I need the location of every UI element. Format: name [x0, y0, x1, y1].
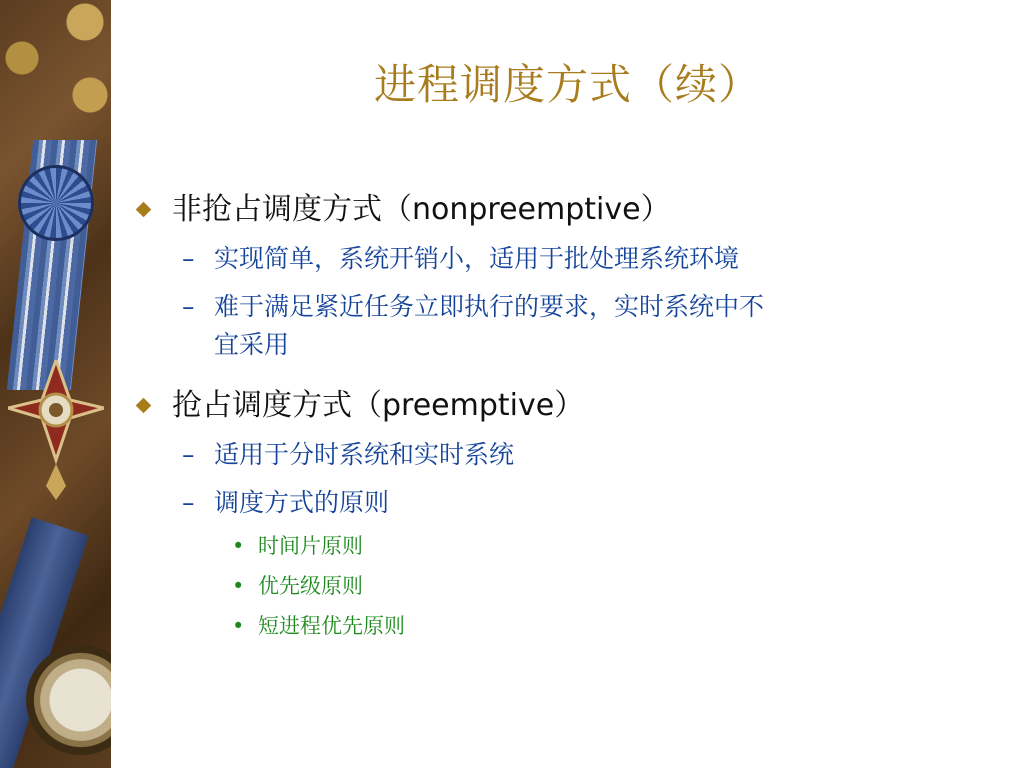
- section-heading-nonpreemptive: [134, 186, 994, 234]
- sub-list-item-text: 时间片原则: [258, 534, 363, 558]
- section-heading-preemptive: [134, 382, 994, 430]
- list-item: [134, 436, 994, 474]
- list-item-text: 难于满足紧近任务立即执行的要求，实时系统中不: [214, 292, 765, 321]
- dot-bullet: •: [232, 534, 245, 558]
- slide-content: [134, 186, 994, 646]
- dot-bullet: •: [232, 574, 245, 598]
- diamond-bullet-icon: [136, 398, 152, 414]
- diamond-bullet-icon: [136, 202, 152, 218]
- list-item: [134, 288, 994, 364]
- medal-cross-icon: [8, 360, 104, 500]
- sub-list-item: [134, 526, 994, 566]
- decorative-medal-image: [0, 0, 111, 768]
- list-item-text: 调度方式的原则: [214, 488, 390, 517]
- slide-title: 进程调度方式（续）: [373, 60, 761, 109]
- list-item-continuation: 宜采用: [214, 330, 290, 359]
- sub-list-item-text: 优先级原则: [258, 574, 363, 598]
- sub-list-item: [134, 606, 994, 646]
- list-item-text: 实现简单，系统开销小，适用于批处理系统环境: [214, 244, 740, 273]
- sub-list-item-text: 短进程优先原则: [258, 614, 405, 638]
- dash-bullet: –: [182, 488, 195, 517]
- dash-bullet: –: [182, 440, 195, 469]
- dash-bullet: –: [182, 292, 195, 321]
- section-heading-text: 抢占调度方式（preemptive）: [172, 388, 585, 423]
- list-item: [134, 240, 994, 278]
- sub-list-item: [134, 566, 994, 606]
- dash-bullet: –: [182, 244, 195, 273]
- rosette-shape: [18, 165, 94, 241]
- dot-bullet: •: [232, 614, 245, 638]
- list-item-text: 适用于分时系统和实时系统: [214, 440, 515, 469]
- list-item: [134, 484, 994, 522]
- section-heading-text: 非抢占调度方式（nonpreemptive）: [172, 192, 671, 227]
